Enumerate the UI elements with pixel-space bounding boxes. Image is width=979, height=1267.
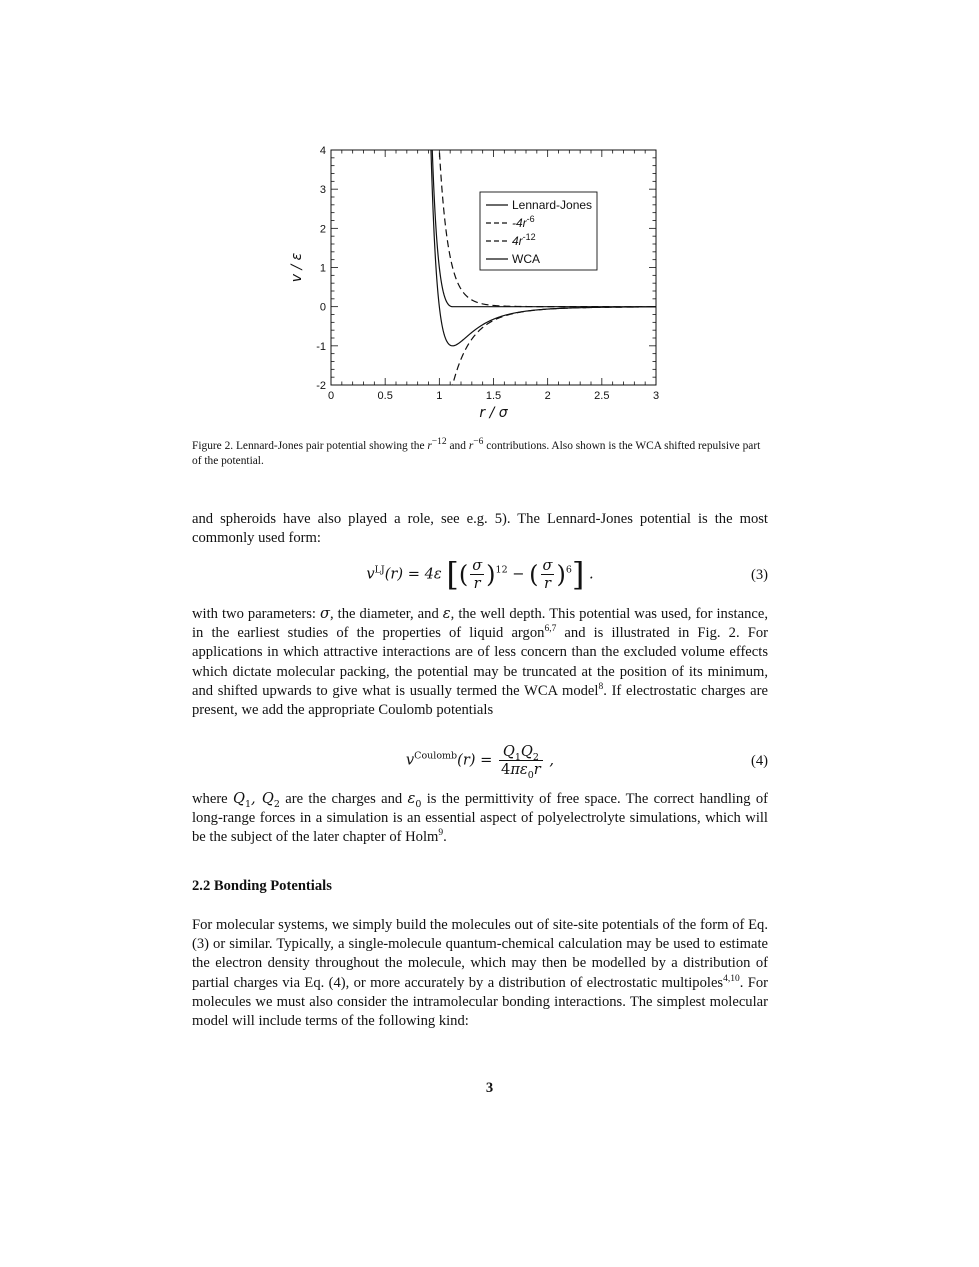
x-tick-label: 1 — [436, 390, 443, 402]
equation-coulomb — [192, 743, 768, 783]
equation-3-body: $v^{LJ}(r) = 4\varepsilon$ [( $\frac{\sigma}{r}$ )$^{12}$ − ( $\frac{\sigma}{r}$ )$^6$] . — [366, 555, 594, 594]
x-tick-label: 2.5 — [594, 390, 610, 402]
y-tick-label: 4 — [319, 145, 326, 157]
equation-4-number: (4) — [750, 753, 768, 769]
x-tick-label: 0.5 — [377, 390, 393, 402]
y-axis-label: v / ε — [289, 252, 305, 283]
legend-entry: Lennard-Jones — [512, 198, 593, 212]
equation-3-number: (3) — [750, 567, 768, 583]
series-line--4r-6 — [445, 307, 656, 424]
page-number: 3 — [485, 1080, 494, 1096]
citation-9: 9 — [438, 828, 444, 839]
y-tick-label: -1 — [316, 340, 326, 353]
legend-entry: $-4r^{-6}$ — [512, 214, 535, 230]
paragraph-parameters: with two parameters: σ, the diameter, and ε, the well depth. This potential was used, for instance, in the earliest studies of the properties of liquid argon$^{6,7}$ and is illustrated in Fig. 2. For applications in which attractive interactions are of less concern than the excluded volume effects which dictate molecular packing, the potential may be truncated at the position of its minimum, and shifted upwards to give what is usually termed the WCA model$^8$. If electrostatic charges are present, we add the appropriate Coulomb potentials — [192, 605, 768, 719]
citation-4-10: 4,10 — [723, 973, 740, 984]
section-heading: 2.2 Bonding Potentials — [192, 878, 332, 894]
legend — [480, 192, 597, 270]
equation-4-body: $v^{Coulomb}(r)$ = $\frac{Q_1Q_2}{4\pi\varepsilon_0r}$ , — [405, 743, 555, 781]
x-tick-label: 3 — [652, 390, 660, 402]
y-tick-label: 0 — [319, 301, 326, 314]
y-tick-label: 1 — [319, 262, 326, 275]
x-tick-label: 2 — [544, 390, 551, 402]
paragraph-bonding: For molecular systems, we simply build the molecules out of site-site potentials of the form of Eq. (3) or similar. Typically, a single-molecule quantum-chemical calculation may be used to estimate the electron density throughout the molecule, which may then be modelled by a distribution of partial charges via Eq. (4), or more accurately by a distribution of electrostatic multipoles$^{4,10}$. For molecules we must also consider the intramolecular bonding interactions. The simplest molecular model will include terms of the following kind: — [192, 917, 768, 1030]
citation-8: 8 — [598, 681, 604, 692]
caption-text: Figure 2. Lennard-Jones pair potential showing the $r^{-12}$ and $r^{-6}$ contributions. Also shown is the WCA shifted repulsive part of the potential. — [192, 437, 761, 467]
figure-lennard-jones — [280, 140, 680, 430]
citation-6-7: 6,7 — [544, 624, 557, 635]
figure-caption — [192, 439, 768, 469]
y-tick-label: 2 — [319, 223, 326, 236]
equation-lennard-jones — [192, 557, 768, 597]
paragraph-intro: and spheroids have also played a role, see e.g. 5). The Lennard-Jones potential is the most commonly used form: — [192, 511, 768, 547]
x-tick-label: 0 — [327, 390, 335, 402]
legend-entry: $4r^{-12}$ — [512, 232, 536, 248]
y-tick-label: -2 — [316, 380, 326, 392]
x-axis-label: r / σ — [479, 405, 508, 421]
paragraph-charges: where $Q_1$, $Q_2$ are the charges and $\varepsilon_0$ is the permittivity of free space. The correct handling of long-range forces in a simulation is an essential aspect of polyelectrolyte simulations, which will be the subject of the later chapter of Holm$^9$. — [192, 790, 768, 846]
legend-entry: WCA — [512, 252, 540, 266]
lj-potential-chart — [280, 140, 680, 430]
y-tick-label: 3 — [319, 184, 326, 197]
x-tick-label: 1.5 — [485, 390, 502, 402]
